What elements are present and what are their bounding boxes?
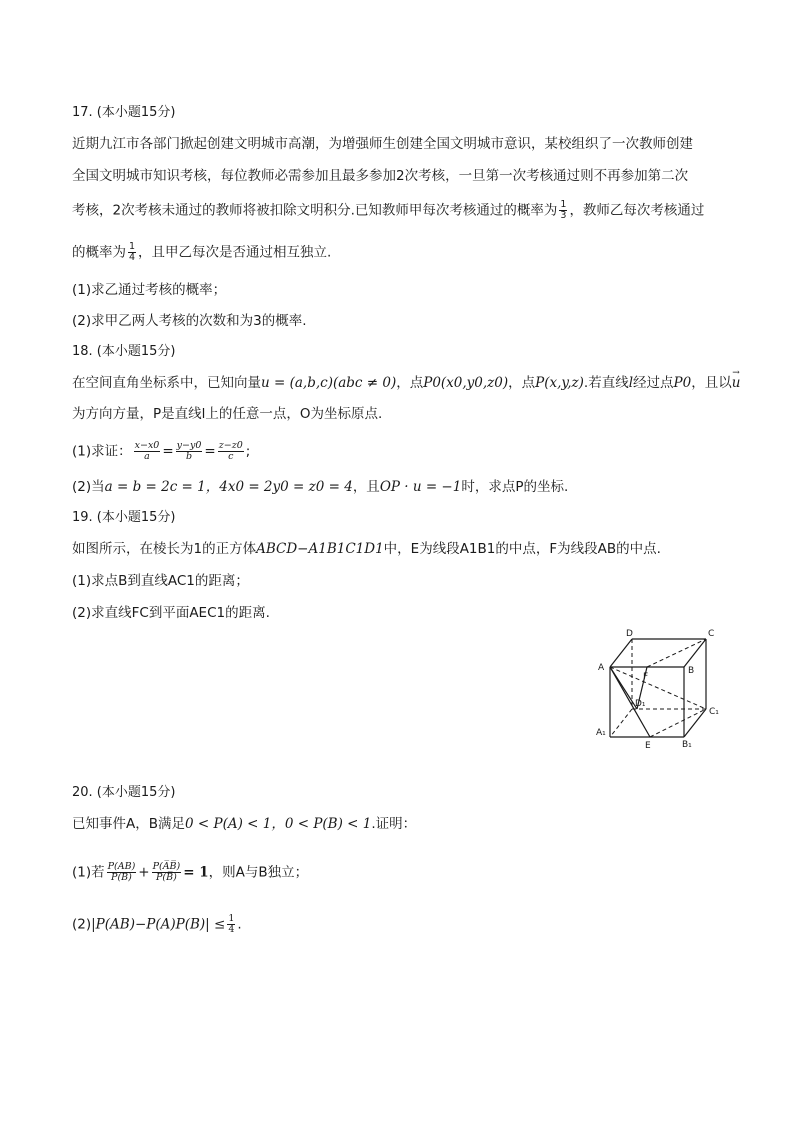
fraction-denominator: P(B̅) <box>156 872 177 883</box>
problem-20-question-1: (1)若 $\frac{P(AB)}{P(B)}$ + $\frac{P(A̅B̅)}{P(B̅)}$ = 1，则A与B独立； <box>72 861 309 883</box>
problem-18-question-1: (1)求证： $\frac{x-x0}{a}$ = $\frac{y-y0}{b}$ = $\frac{z-z0}{c}$ ; <box>72 440 251 462</box>
line-l: l <box>628 375 634 391</box>
point-p0: P0(x0,y0,z0) <box>423 375 509 391</box>
problem-18-text: ，点 <box>508 375 536 391</box>
fraction-z <box>218 441 244 462</box>
fraction-one-quarter <box>227 914 235 935</box>
vector-u: → u <box>732 374 741 392</box>
hidden-edge-d1a1 <box>610 709 632 737</box>
point-label-e: E <box>645 741 651 751</box>
problem-17-question-2: (2)求甲乙两人考核的次数和为3的概率. <box>72 313 307 329</box>
problem-17-question-1: (1)求乙通过考核的概率； <box>72 282 227 298</box>
problem-19-text: 如图所示，在棱长为1的正方体 <box>72 541 257 557</box>
problem-20-text: 已知事件A，B满足 <box>72 816 185 832</box>
vertex-label-c: C <box>708 629 715 639</box>
problem-17-header: 17. (本小题15分) <box>72 105 176 120</box>
fraction-numerator: 1 <box>560 199 567 210</box>
fraction-denominator: b <box>186 451 193 462</box>
problem-18-text: ，点 <box>396 375 424 391</box>
fraction-y <box>176 441 203 462</box>
fraction-numerator: z−z0 <box>218 440 243 451</box>
fraction-one-quarter <box>128 242 136 263</box>
edge-cb <box>684 639 706 667</box>
fraction-numerator: P(AB) <box>107 861 136 872</box>
fraction-numerator: 1 <box>129 241 136 252</box>
fraction-p-abar-bbar-over-p-bbar <box>152 862 182 883</box>
problem-17-line-3-text-b: ，教师乙每次考核通过 <box>569 202 705 219</box>
problem-20-line-1 <box>72 815 416 833</box>
fraction-denominator: 4 <box>129 252 136 263</box>
fraction-denominator: a <box>144 451 150 462</box>
question-prefix: (2)当 <box>72 479 105 495</box>
problem-17-line-2: 全国文明城市知识考核，每位教师必需参加且最多参加2次考核，一旦第一次考核通过则不再参加第二次 <box>72 168 689 184</box>
vertex-label-c1: C₁ <box>709 707 719 717</box>
problem-17-line-3 <box>72 200 704 221</box>
equals-one: = 1 <box>183 864 209 881</box>
fraction-p-ab-over-p-b <box>107 862 137 883</box>
fraction-denominator: P(B) <box>111 872 132 883</box>
inequality-expression: |P(AB)−P(A)P(B)| ≤ <box>91 916 226 933</box>
fraction-numerator: x−x0 <box>134 440 160 451</box>
fraction-denominator: c <box>228 451 234 462</box>
problem-17-line-4 <box>72 242 331 263</box>
vertex-label-d1: D₁ <box>635 699 646 709</box>
point-label-f: F <box>643 672 649 682</box>
problem-18-text: 时，求点P的坐标. <box>461 479 569 495</box>
problem-19-header: 19. (本小题15分) <box>72 510 176 525</box>
fraction-one-third <box>559 200 567 221</box>
problem-20-header: 20. (本小题15分) <box>72 785 176 800</box>
fraction-numerator: y−y0 <box>176 440 202 451</box>
point-p: P(x,y,z) <box>535 375 584 391</box>
problem-17-line-3-text-a: 考核，2次考核未通过的教师将被扣除文明积分.已知教师甲每次考核通过的概率为 <box>72 202 558 219</box>
problem-20-text: .证明： <box>371 816 417 832</box>
vertex-label-a: A <box>598 663 605 673</box>
question-prefix: (1)求证： <box>72 443 132 460</box>
problem-18-question-2 <box>72 478 568 496</box>
cube-name: ABCD−A1B1C1D1 <box>256 541 384 557</box>
question-prefix: (2) <box>72 916 92 933</box>
problem-18-line-2: 为方向方量，P是直线l上的任意一点，O为坐标原点. <box>72 406 383 422</box>
problem-19-line-1 <box>72 540 661 558</box>
problem-18-text: 在空间直角坐标系中，已知向量 <box>72 375 261 391</box>
question-prefix: (1)若 <box>72 864 105 881</box>
point-p0-label: P0 <box>673 375 692 391</box>
problem-19-question-1: (1)求点B到直线AC1的距离； <box>72 573 249 589</box>
problem-18-text: ，且 <box>352 479 380 495</box>
cube-figure <box>592 627 732 752</box>
condition-expression: a = b = 2c = 1，4x0 = 2y0 = z0 = 4 <box>104 479 353 495</box>
problem-17-line-4-text-a: 的概率为 <box>72 244 126 261</box>
probability-bounds: 0 < P(A) < 1，0 < P(B) < 1 <box>185 816 372 832</box>
fraction-denominator: 4 <box>228 924 235 935</box>
problem-17-line-4-text-b: ，且甲乙每次是否通过相互独立. <box>138 244 332 261</box>
vertex-label-b: B <box>688 666 695 676</box>
problem-19-question-2: (2)求直线FC到平面AEC1的距离. <box>72 605 270 621</box>
problem-20-text: ，则A与B独立； <box>208 864 309 881</box>
segment-fc <box>647 639 706 667</box>
vertex-label-a1: A₁ <box>596 728 606 738</box>
problem-18-text: ，且以 <box>691 375 732 391</box>
fraction-numerator: 1 <box>228 913 235 924</box>
vertex-label-b1: B₁ <box>682 740 692 750</box>
segment-ec1 <box>650 709 706 737</box>
problem-19-text: 中，E为线段A1B1的中点，F为线段AB的中点. <box>383 541 661 557</box>
vertex-label-d: D <box>626 629 633 639</box>
problem-18-line-1 <box>72 374 740 392</box>
edge-c1b1 <box>684 709 706 737</box>
problem-20-question-2: (2)|P(AB)−P(A)P(B)| ≤ $\frac{1}{4}$ . <box>72 913 242 935</box>
fraction-x <box>134 441 161 462</box>
problem-17-line-1: 近期九江市各部门掀起创建文明城市高潮，为增强师生创建全国文明城市意识，某校组织了一次教师创建 <box>72 136 693 152</box>
cube-diagram <box>592 627 732 752</box>
problem-18-text: 经过点 <box>633 375 674 391</box>
dot-product-expression: OP · u = −1 <box>379 479 462 495</box>
problem-18-header: 18. (本小题15分) <box>72 344 176 359</box>
problem-18-text: .若直线 <box>583 375 629 391</box>
fraction-denominator: 3 <box>560 210 567 221</box>
edge-ad <box>610 639 632 667</box>
fraction-numerator: P(A̅B̅) <box>152 861 181 872</box>
vector-u-definition: u = (a,b,c)(abc ≠ 0) <box>261 375 397 391</box>
